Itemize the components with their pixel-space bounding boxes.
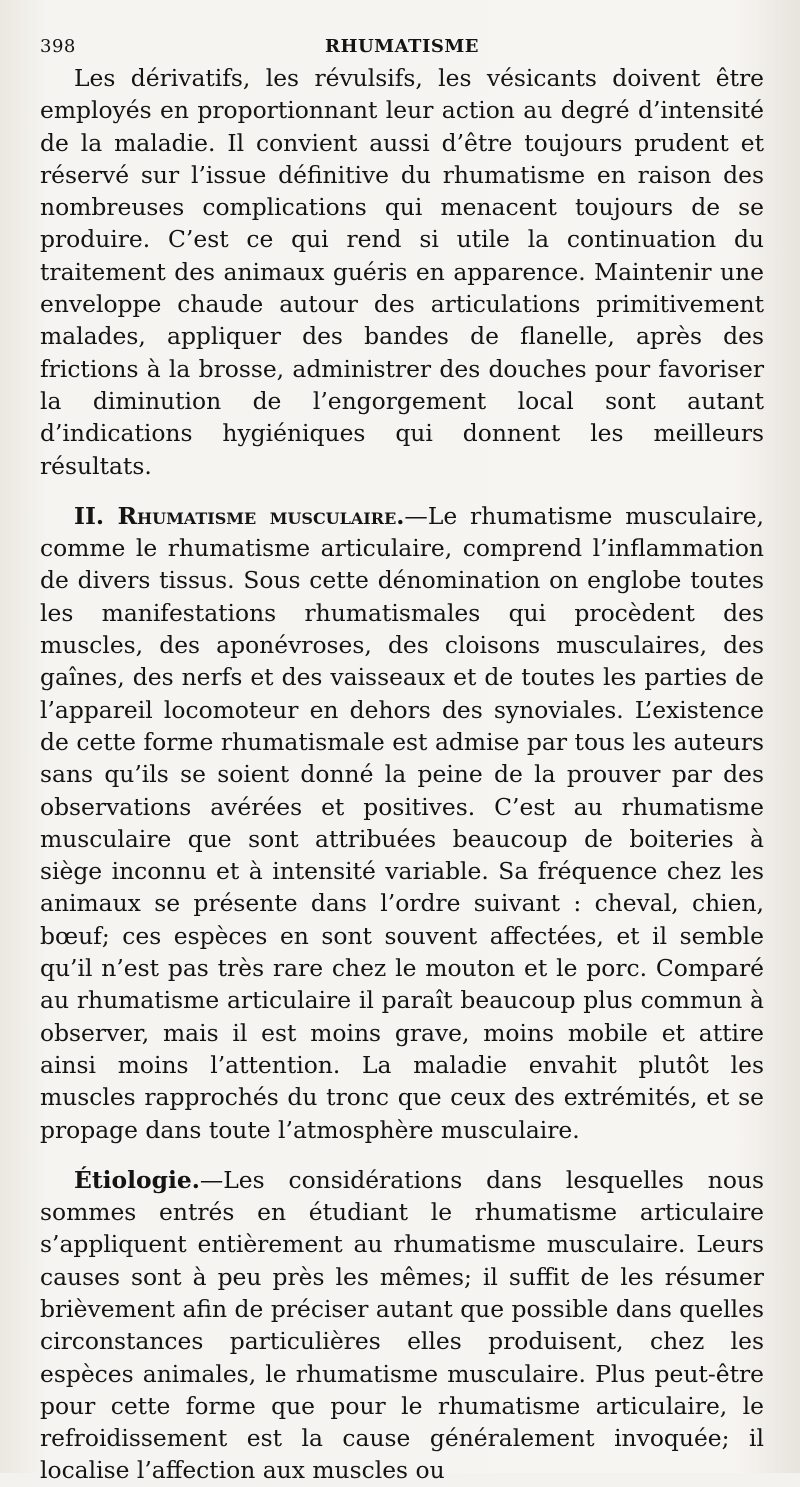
body-text <box>40 62 764 1487</box>
paragraph-text: Les dérivatifs, les révulsifs, les vésicants doivent être employés en proportionnant leur action au degré d’intensité de la maladie. Il convient aussi d’être toujours prudent et réservé sur l’issue définitive du rhumatisme en raison des nombreuses complications qui menacent toujours de se produire. C’est ce qui rend si utile la continuation du traitement des animaux guéris en apparence. Maintenir une enveloppe chaude autour des articulations primitivement malades, appliquer des bandes de flanelle, après des frictions à la brosse, administrer des douches pour favoriser la diminution de l’engorgement local sont autant d’indications hygiéniques qui donnent les meilleurs résultats. <box>40 64 764 480</box>
page-number: 398 <box>40 36 76 57</box>
running-head-title: RHUMATISME <box>324 36 480 57</box>
paragraph-text: —Le rhumatisme musculaire, comme le rhumatisme articulaire, comprend l’inflammation de divers tissus. Sous cette dénomination on englobe toutes les manifestations rhumatismales qui procèdent des muscles, des aponévroses, des cloisons musculaires, des gaînes, des nerfs et des vaisseaux et de toutes les parties de l’appareil locomoteur en dehors des synoviales. L’existence de cette forme rhumatismale est admise par tous les auteurs sans qu’ils se soient donné la peine de la prouver par des observations avérées et positives. C’est au rhumatisme musculaire que sont attribuées beaucoup de boiteries à siège inconnu et à intensité variable. Sa fréquence chez les animaux se présente dans l’ordre suivant : cheval, chien, bœuf; ces espèces en sont souvent affectées, et il semble qu’il n’est pas très rare chez le mouton et le porc. Comparé au rhumatisme articulaire il paraît beaucoup plus commun à observer, mais il est moins grave, moins mobile et attire ainsi moins l’attention. La maladie envahit plutôt les muscles rapprochés du tronc que ceux des extrémités, et se propage dans toute l’atmosphère musculaire. <box>40 501 764 1144</box>
running-head <box>40 30 764 62</box>
paragraph-derivatifs <box>40 62 764 482</box>
paragraph-etiologie <box>40 1164 764 1487</box>
paragraph-gap <box>40 482 764 500</box>
paragraph-text: —Les considérations dans lesquelles nous sommes entrés en étudiant le rhumatisme articulaire s’appliquent entièrement au rhumatisme musculaire. Leurs causes sont à peu près les mêmes; il suffit de les résumer brièvement afin de préciser autant que possible dans quelles circonstances particulières elles produisent, chez les espèces animales, le rhumatisme musculaire. Plus peut-être pour cette forme que pour le rhumatisme articulaire, le refroidissement est la cause généralement invoquée; il localise l’affection aux muscles ou <box>40 1165 764 1485</box>
paragraph-gap <box>40 1146 764 1164</box>
section-heading: II. Rhumatisme musculaire. <box>74 501 405 530</box>
subsection-heading: Étiologie. <box>74 1165 200 1194</box>
paragraph-rhumatisme-musculaire <box>40 500 764 1146</box>
